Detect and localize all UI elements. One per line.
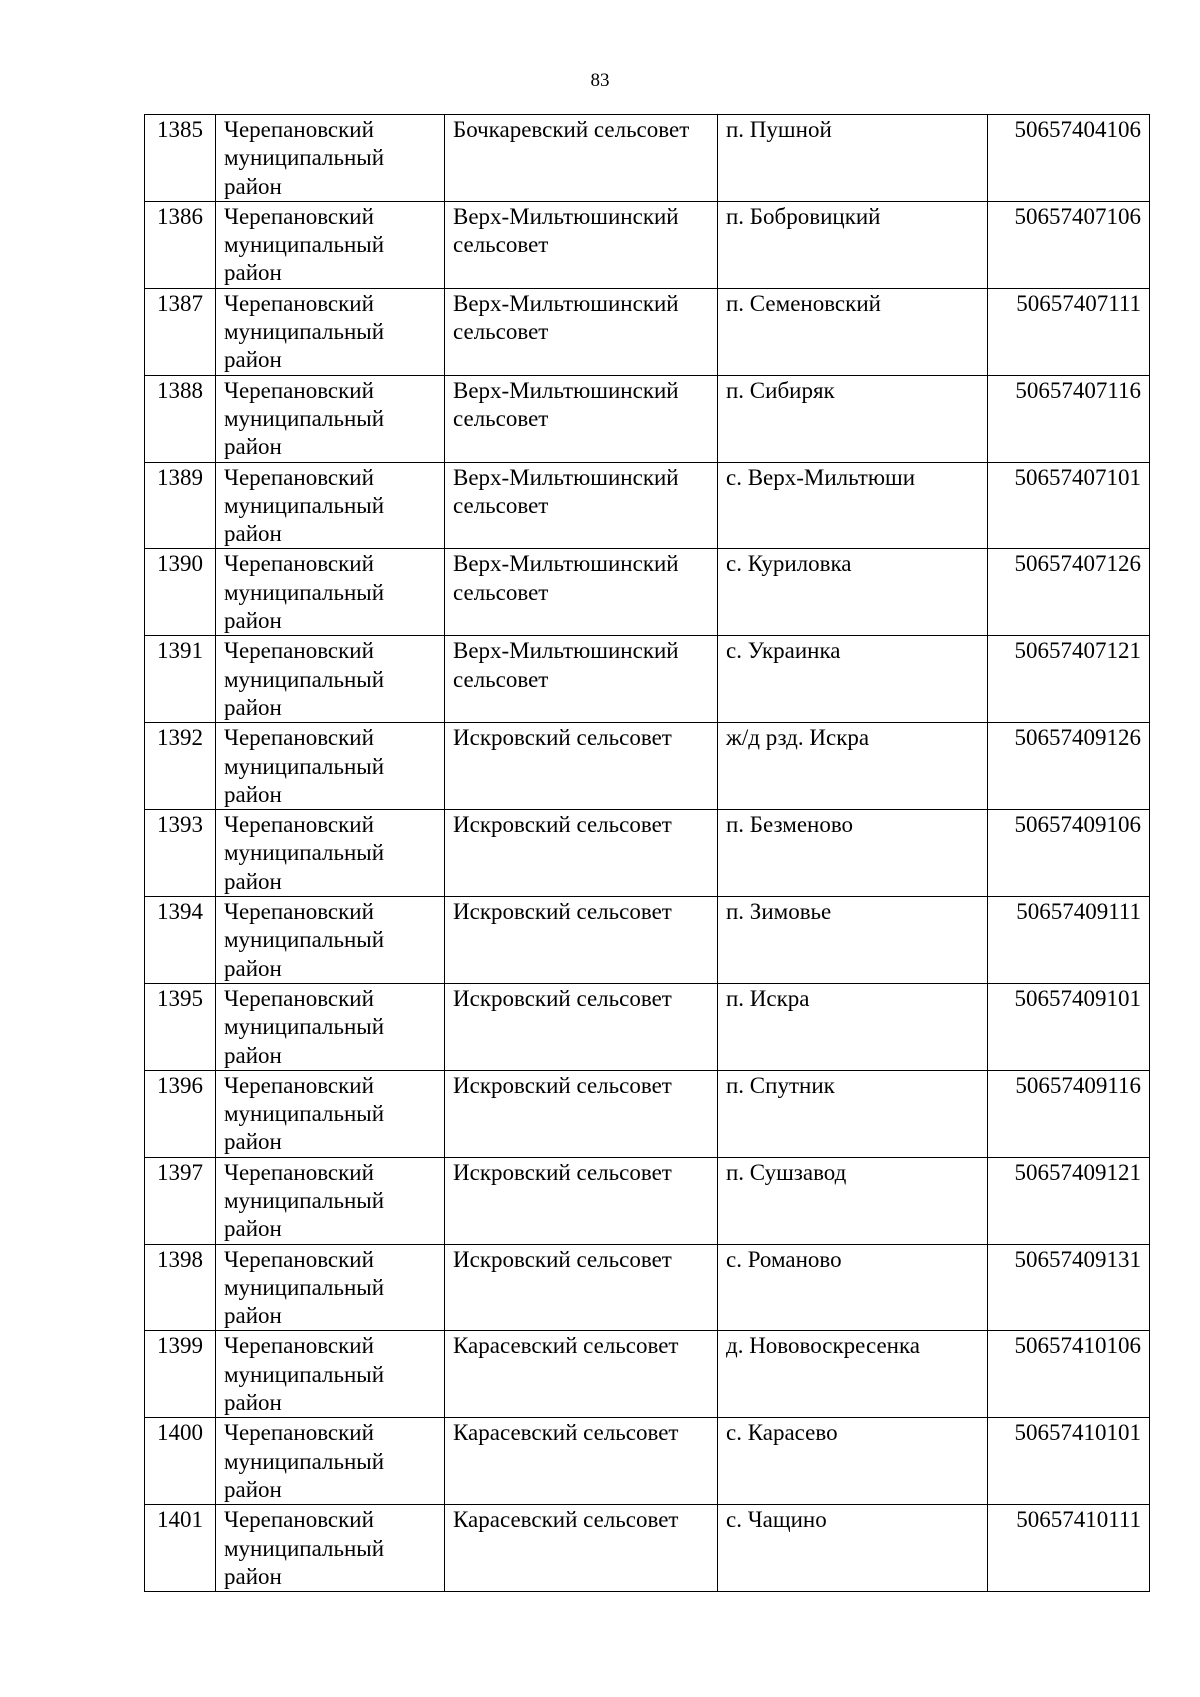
row-number-cell: 1385	[145, 115, 216, 202]
row-number-cell: 1394	[145, 897, 216, 984]
table-row	[145, 1505, 1150, 1592]
table-row	[145, 810, 1150, 897]
settlement-cell: п. Искра	[718, 983, 988, 1070]
row-number-cell: 1386	[145, 201, 216, 288]
settlement-cell: с. Верх-Мильтюши	[718, 462, 988, 549]
table-row	[145, 983, 1150, 1070]
district-cell: Черепановский муниципальный район	[216, 1331, 445, 1418]
settlement-cell: с. Чащино	[718, 1505, 988, 1592]
table-row	[145, 115, 1150, 202]
oktmo-code-cell: 50657409106	[988, 810, 1150, 897]
settlement-cell: п. Семеновский	[718, 288, 988, 375]
table-row	[145, 462, 1150, 549]
district-cell: Черепановский муниципальный район	[216, 1505, 445, 1592]
table-row	[145, 375, 1150, 462]
council-cell: Искровский сельсовет	[445, 1244, 718, 1331]
district-cell: Черепановский муниципальный район	[216, 201, 445, 288]
oktmo-code-cell: 50657407106	[988, 201, 1150, 288]
council-cell: Верх-Мильтюшинский сельсовет	[445, 375, 718, 462]
oktmo-code-cell: 50657409131	[988, 1244, 1150, 1331]
district-cell: Черепановский муниципальный район	[216, 983, 445, 1070]
district-cell: Черепановский муниципальный район	[216, 462, 445, 549]
district-cell: Черепановский муниципальный район	[216, 810, 445, 897]
council-cell: Карасевский сельсовет	[445, 1505, 718, 1592]
oktmo-code-cell: 50657409101	[988, 983, 1150, 1070]
council-cell: Искровский сельсовет	[445, 1070, 718, 1157]
table-row	[145, 1331, 1150, 1418]
oktmo-code-cell: 50657407121	[988, 636, 1150, 723]
row-number-cell: 1387	[145, 288, 216, 375]
table-body	[145, 115, 1150, 1592]
settlement-cell: п. Сибиряк	[718, 375, 988, 462]
oktmo-code-cell: 50657407101	[988, 462, 1150, 549]
row-number-cell: 1400	[145, 1418, 216, 1505]
oktmo-code-cell: 50657410111	[988, 1505, 1150, 1592]
row-number-cell: 1401	[145, 1505, 216, 1592]
table-row	[145, 288, 1150, 375]
table-row	[145, 723, 1150, 810]
council-cell: Бочкаревский сельсовет	[445, 115, 718, 202]
settlement-cell: с. Куриловка	[718, 549, 988, 636]
district-cell: Черепановский муниципальный район	[216, 1244, 445, 1331]
settlement-cell: п. Пушной	[718, 115, 988, 202]
page-number: 83	[590, 70, 610, 91]
settlement-cell: п. Зимовье	[718, 897, 988, 984]
settlement-cell: п. Спутник	[718, 1070, 988, 1157]
table-row	[145, 1070, 1150, 1157]
oktmo-code-cell: 50657409111	[988, 897, 1150, 984]
council-cell: Искровский сельсовет	[445, 897, 718, 984]
table-row	[145, 897, 1150, 984]
settlement-cell: п. Безменово	[718, 810, 988, 897]
oktmo-code-cell: 50657407116	[988, 375, 1150, 462]
district-cell: Черепановский муниципальный район	[216, 549, 445, 636]
council-cell: Верх-Мильтюшинский сельсовет	[445, 288, 718, 375]
table-row	[145, 636, 1150, 723]
row-number-cell: 1398	[145, 1244, 216, 1331]
settlement-cell: п. Сушзавод	[718, 1157, 988, 1244]
row-number-cell: 1395	[145, 983, 216, 1070]
council-cell: Искровский сельсовет	[445, 983, 718, 1070]
council-cell: Искровский сельсовет	[445, 810, 718, 897]
settlement-cell: п. Бобровицкий	[718, 201, 988, 288]
council-cell: Искровский сельсовет	[445, 723, 718, 810]
table-row	[145, 201, 1150, 288]
council-cell: Верх-Мильтюшинский сельсовет	[445, 462, 718, 549]
district-cell: Черепановский муниципальный район	[216, 1157, 445, 1244]
settlement-cell: д. Нововоскресенка	[718, 1331, 988, 1418]
district-cell: Черепановский муниципальный район	[216, 375, 445, 462]
row-number-cell: 1396	[145, 1070, 216, 1157]
district-cell: Черепановский муниципальный район	[216, 288, 445, 375]
row-number-cell: 1399	[145, 1331, 216, 1418]
council-cell: Карасевский сельсовет	[445, 1418, 718, 1505]
district-cell: Черепановский муниципальный район	[216, 1070, 445, 1157]
table-row	[145, 549, 1150, 636]
row-number-cell: 1392	[145, 723, 216, 810]
district-cell: Черепановский муниципальный район	[216, 897, 445, 984]
settlement-cell: с. Романово	[718, 1244, 988, 1331]
oktmo-code-cell: 50657407126	[988, 549, 1150, 636]
table-row	[145, 1418, 1150, 1505]
table-row	[145, 1157, 1150, 1244]
settlement-cell: ж/д рзд. Искра	[718, 723, 988, 810]
oktmo-code-cell: 50657410106	[988, 1331, 1150, 1418]
table-row	[145, 1244, 1150, 1331]
district-cell: Черепановский муниципальный район	[216, 1418, 445, 1505]
oktmo-code-cell: 50657410101	[988, 1418, 1150, 1505]
settlement-cell: с. Карасево	[718, 1418, 988, 1505]
row-number-cell: 1389	[145, 462, 216, 549]
oktmo-code-cell: 50657409126	[988, 723, 1150, 810]
council-cell: Верх-Мильтюшинский сельсовет	[445, 636, 718, 723]
settlement-cell: с. Украинка	[718, 636, 988, 723]
council-cell: Верх-Мильтюшинский сельсовет	[445, 201, 718, 288]
row-number-cell: 1393	[145, 810, 216, 897]
district-cell: Черепановский муниципальный район	[216, 636, 445, 723]
oktmo-code-cell: 50657409116	[988, 1070, 1150, 1157]
settlement-table	[144, 114, 1150, 1592]
row-number-cell: 1388	[145, 375, 216, 462]
council-cell: Верх-Мильтюшинский сельсовет	[445, 549, 718, 636]
oktmo-code-cell: 50657404106	[988, 115, 1150, 202]
row-number-cell: 1391	[145, 636, 216, 723]
district-cell: Черепановский муниципальный район	[216, 115, 445, 202]
row-number-cell: 1390	[145, 549, 216, 636]
council-cell: Искровский сельсовет	[445, 1157, 718, 1244]
district-cell: Черепановский муниципальный район	[216, 723, 445, 810]
row-number-cell: 1397	[145, 1157, 216, 1244]
council-cell: Карасевский сельсовет	[445, 1331, 718, 1418]
oktmo-code-cell: 50657409121	[988, 1157, 1150, 1244]
oktmo-code-cell: 50657407111	[988, 288, 1150, 375]
